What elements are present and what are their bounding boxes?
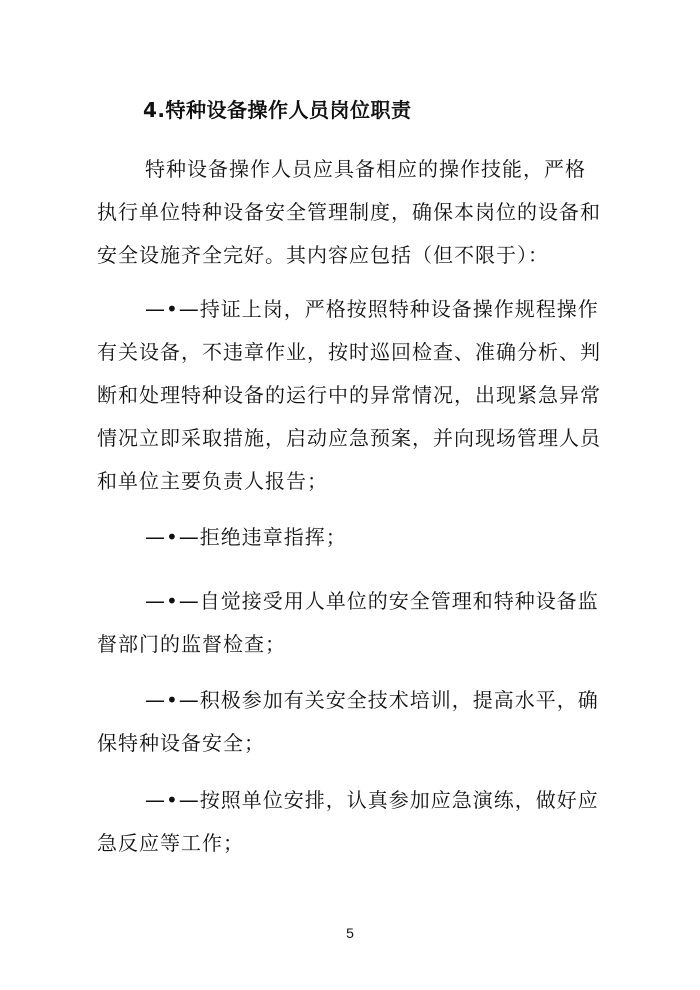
section-heading: 4.特种设备操作人员岗位职责 <box>143 98 412 122</box>
duty-item-certified-operation: —•—持证上岗，严格按照特种设备操作规程操作有关设备，不违章作业，按时巡回检查、准确分析、判断和处理特种设备的运行中的异常情况，出现紧急异常情况立即采取措施，启动应急预案，并向现场管理人员和单位主要负责人报告； <box>97 297 601 493</box>
intro-paragraph: 特种设备操作人员应具备相应的操作技能，严格执行单位特种设备安全管理制度，确保本岗位的设备和安全设施齐全完好。其内容应包括（但不限于）： <box>97 157 601 267</box>
page-number: 5 <box>346 925 354 941</box>
duty-item-refuse-violation: —•—拒绝违章指挥； <box>145 525 347 549</box>
duty-item-emergency-drill: —•—按照单位安排，认真参加应急演练，做好应急反应等工作； <box>97 788 599 855</box>
duty-item-accept-supervision: —•—自觉接受用人单位的安全管理和特种设备监督部门的监督检查； <box>97 589 599 656</box>
duty-item-safety-training: —•—积极参加有关安全技术培训，提高水平，确保特种设备安全； <box>97 688 599 755</box>
